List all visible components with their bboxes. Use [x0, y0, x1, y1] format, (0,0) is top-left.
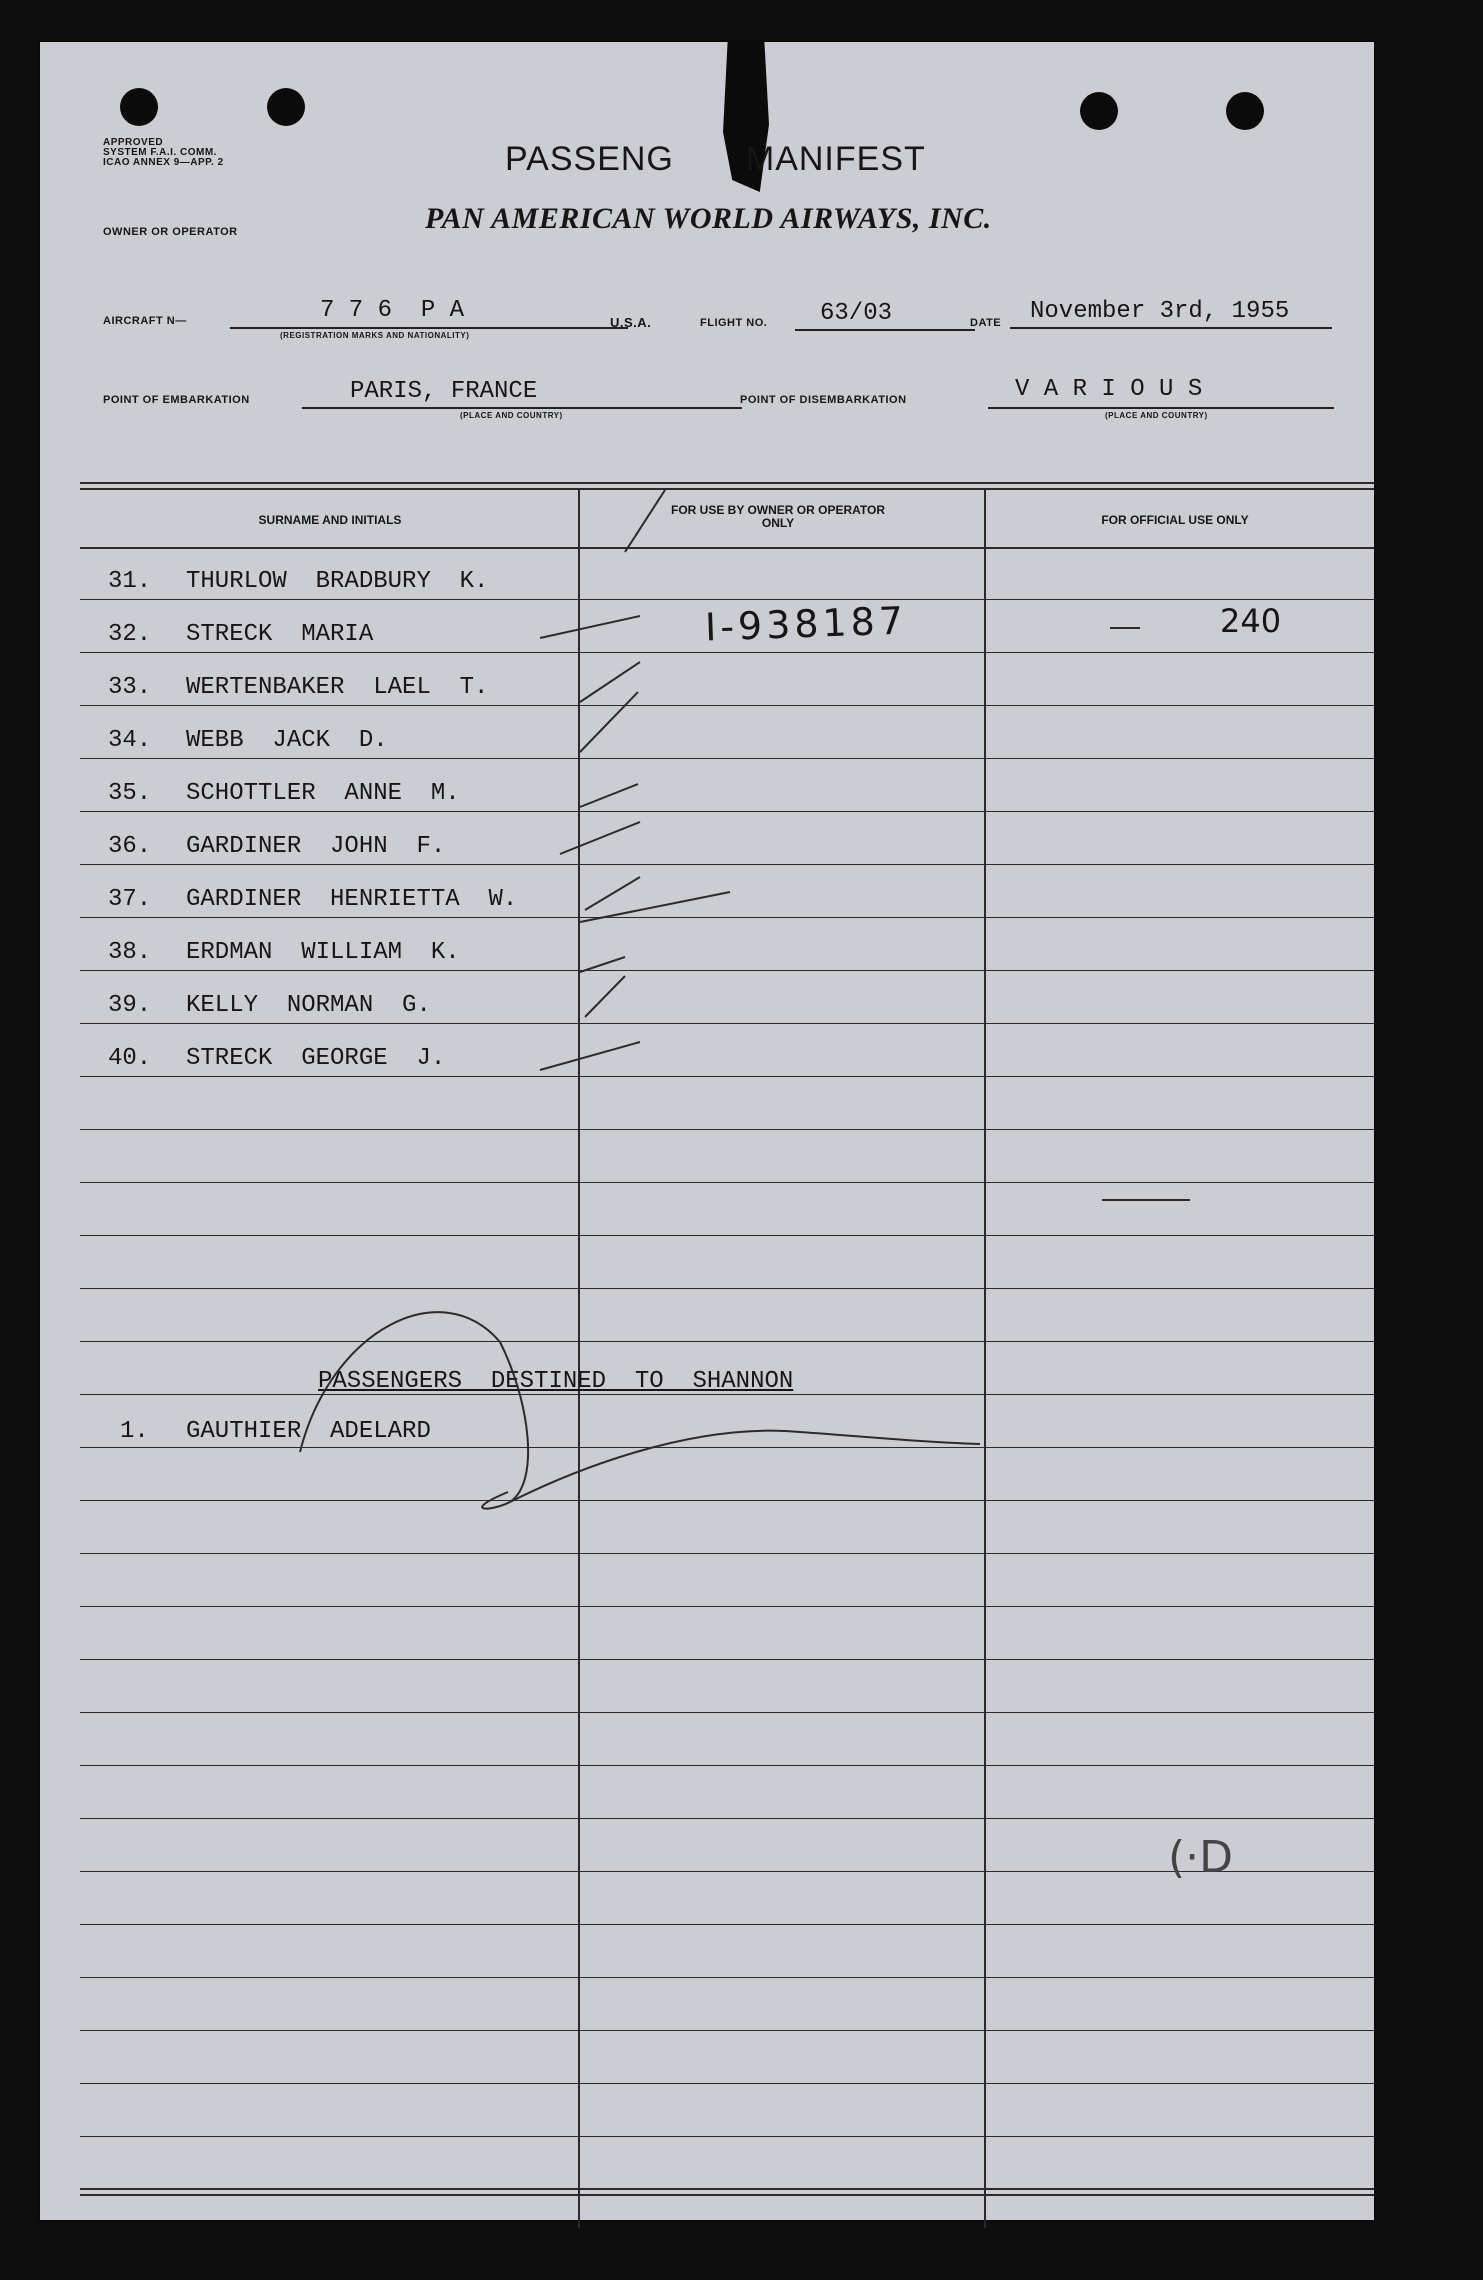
handwritten-corner-mark: (·D: [1168, 1832, 1234, 1883]
table-row: 31. THURLOW BRADBURY K.: [108, 568, 489, 595]
table-row: 38. ERDMAN WILLIAM K.: [108, 939, 460, 966]
surname-column-header: SURNAME AND INITIALS: [258, 513, 402, 527]
check-mark: [580, 662, 640, 702]
table-row: 34. WEBB JACK D.: [108, 727, 388, 754]
loop-stroke: [300, 1312, 980, 1502]
company-name: PAN AMERICAN WORLD AIRWAYS, INC.: [425, 202, 992, 235]
check-mark: [580, 892, 730, 922]
aircraft-label: AIRCRAFT N—: [103, 315, 187, 327]
owner-label: OWNER OR OPERATOR: [103, 226, 238, 238]
table-row: 36. GARDINER JOHN F.: [108, 833, 446, 860]
aircraft-value: 7 7 6 P A: [320, 297, 465, 324]
table-row: 37. GARDINER HENRIETTA W.: [108, 886, 518, 913]
check-mark: [580, 784, 638, 807]
handwritten-ticket-number: I-938187: [704, 598, 908, 650]
aircraft-sub: (REGISTRATION MARKS AND NATIONALITY): [280, 331, 470, 340]
flight-label: FLIGHT NO.: [700, 317, 768, 329]
table-row: 40. STRECK GEORGE J.: [108, 1045, 446, 1072]
check-mark: [585, 877, 640, 910]
page-title: PASSENG MANIFEST: [505, 140, 926, 178]
date-label: DATE: [970, 317, 1002, 329]
handwritten-count: 240: [1220, 602, 1282, 640]
check-mark: [580, 692, 638, 752]
check-mark: [580, 957, 625, 972]
disembark-value: V A R I O U S: [1015, 376, 1203, 403]
date-value: November 3rd, 1955: [1030, 298, 1290, 325]
official-column-header: FOR OFFICIAL USE ONLY: [1101, 513, 1249, 527]
disembark-sub: (PLACE AND COUNTRY): [1105, 411, 1208, 420]
table-row: 39. KELLY NORMAN G.: [108, 992, 431, 1019]
check-mark: [560, 822, 640, 854]
check-mark: [540, 1042, 640, 1070]
table-row: 33. WERTENBAKER LAEL T.: [108, 674, 489, 701]
table-row: 35. SCHOTTLER ANNE M.: [108, 780, 460, 807]
check-mark: [625, 490, 665, 552]
usa-label: U.S.A.: [610, 315, 652, 330]
shannon-heading: PASSENGERS DESTINED TO SHANNON: [318, 1368, 794, 1395]
owner-column-header: FOR USE BY OWNER OR OPERATOR ONLY: [670, 503, 886, 530]
disembark-label: POINT OF DISEMBARKATION: [740, 394, 907, 406]
check-mark: [585, 976, 625, 1017]
check-mark: [540, 616, 640, 638]
embark-sub: (PLACE AND COUNTRY): [460, 411, 563, 420]
manifest-sheet: [40, 42, 1374, 2220]
loop-stroke: [482, 1492, 510, 1509]
table-row: 32. STRECK MARIA: [108, 621, 374, 648]
embark-label: POINT OF EMBARKATION: [103, 394, 250, 406]
table-row: 1. GAUTHIER ADELARD: [120, 1418, 431, 1445]
pen-marks: [40, 42, 1374, 2220]
embark-value: PARIS, FRANCE: [350, 378, 538, 405]
approval-note: APPROVED SYSTEM F.A.I. COMM. ICAO ANNEX 9—APP. 2: [103, 137, 224, 168]
flight-value: 63/03: [820, 300, 893, 327]
